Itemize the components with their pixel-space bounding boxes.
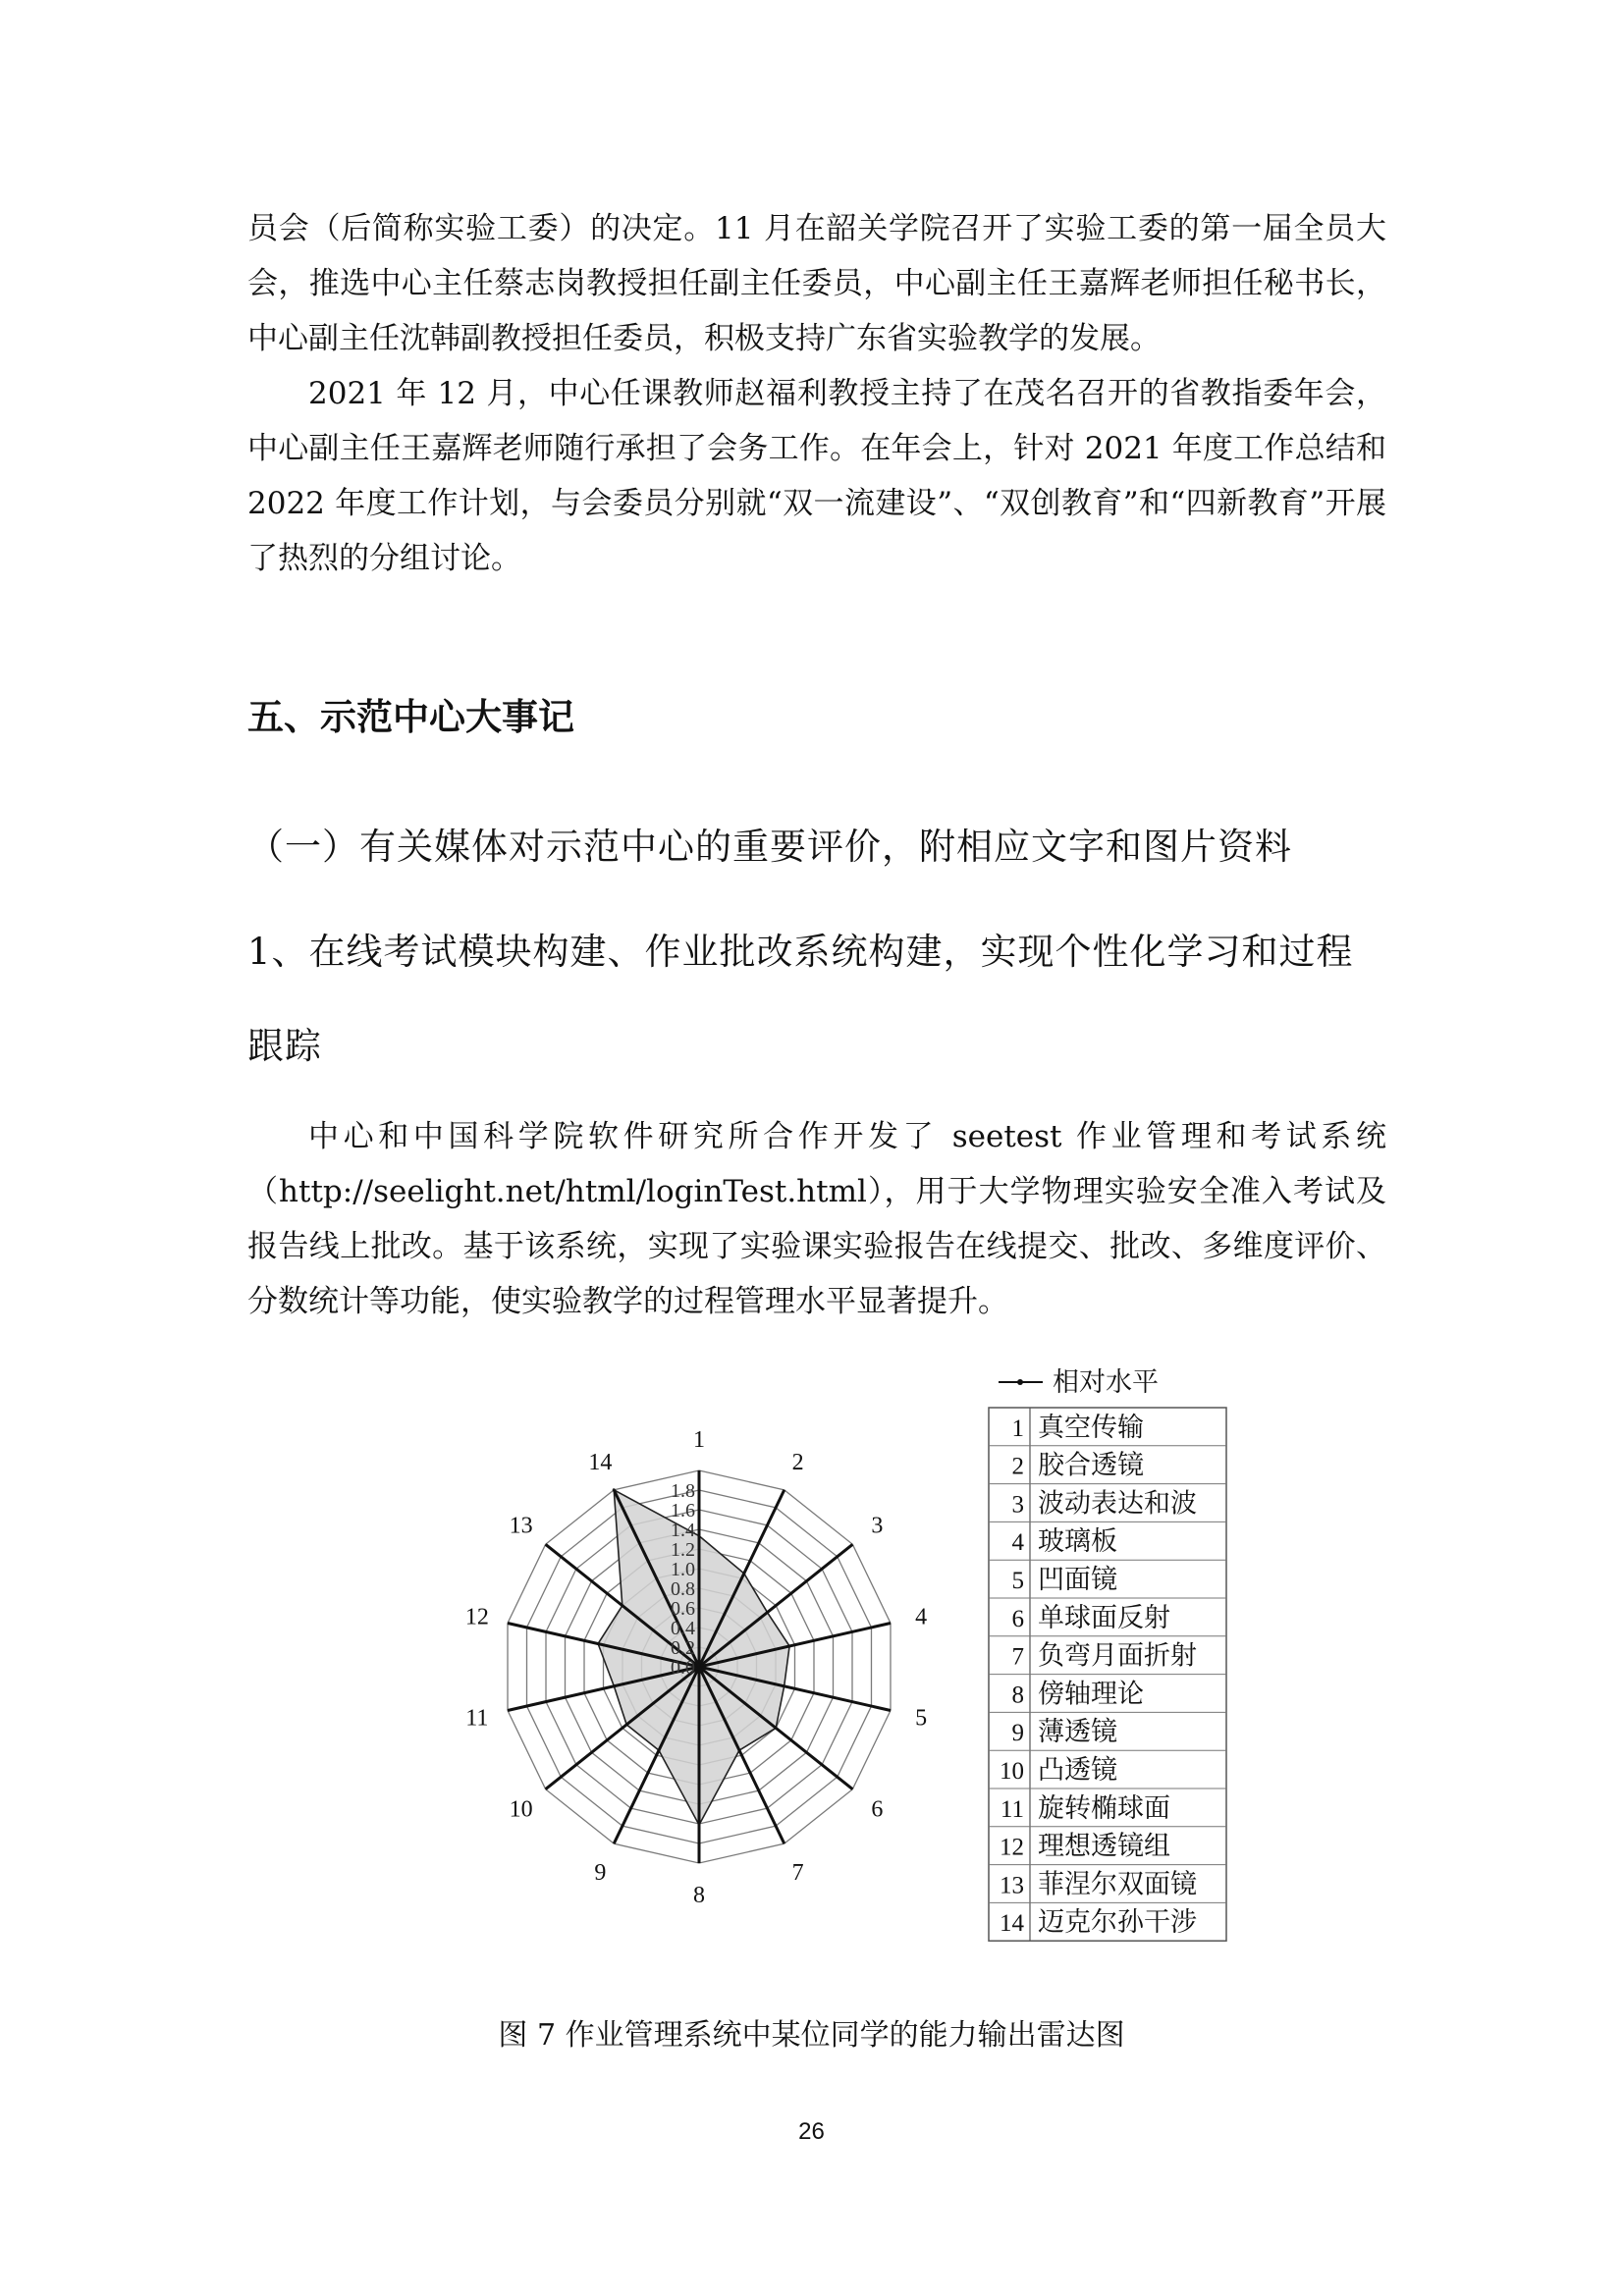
legend-row-number: 9 bbox=[1011, 1720, 1024, 1747]
radar-axis-label: 4 bbox=[915, 1604, 928, 1630]
legend-row-name: 菲涅尔双面镜 bbox=[1038, 1869, 1197, 1899]
radar-axis-label: 3 bbox=[871, 1513, 884, 1539]
radar-axis-label: 14 bbox=[588, 1449, 613, 1475]
radar-axis-label: 2 bbox=[791, 1449, 804, 1475]
system-url-link[interactable]: http://seelight.net/html/loginTest.html bbox=[279, 1174, 867, 1209]
radar-axis-label: 6 bbox=[871, 1796, 884, 1823]
legend-row-number: 7 bbox=[1011, 1643, 1024, 1671]
section-heading: 五、示范中心大事记 bbox=[247, 696, 574, 738]
legend-row-name: 玻璃板 bbox=[1038, 1526, 1117, 1557]
radar-axis-label: 8 bbox=[693, 1883, 705, 1908]
legend-row-name: 真空传输 bbox=[1038, 1412, 1144, 1442]
radar-axis-label: 5 bbox=[915, 1705, 928, 1732]
paragraph-3 bbox=[247, 1109, 1386, 1329]
legend-row-number: 1 bbox=[1011, 1415, 1024, 1442]
legend-row-number: 2 bbox=[1011, 1453, 1024, 1480]
radar-axis-label: 7 bbox=[791, 1860, 804, 1887]
item-heading: 1、在线考试模块构建、作业批改系统构建，实现个性化学习和过程跟踪 bbox=[247, 931, 1354, 1067]
radar-tick-label: 1.6 bbox=[671, 1500, 695, 1522]
legend-row-name: 凹面镜 bbox=[1038, 1565, 1117, 1594]
paragraph-3-text-a: 中心和中国科学院软件研究所合作开发了 seetest 作业管理和考试系统（ bbox=[247, 1119, 1386, 1209]
radar-axis-label: 10 bbox=[509, 1796, 533, 1823]
paragraph-1: 员会（后简称实验工委）的决定。11 月在韶关学院召开了实验工委的第一届全员大会，推选中心主任蔡志岗教授担任副主任委员，中心副主任王嘉辉老师担任秘书长，中心副主任沈韩副教授担任委员，积极支持广东省实验教学的发展。 bbox=[247, 211, 1386, 356]
radar-tick-label: 0.2 bbox=[671, 1637, 695, 1659]
legend-row-name: 胶合透镜 bbox=[1038, 1450, 1144, 1480]
radar-tick-label: 1.4 bbox=[671, 1520, 695, 1541]
paragraph-2: 2021 年 12 月，中心任课教师赵福利教授主持了在茂名召开的省教指委年会，中心副主任王嘉辉老师随行承担了会务工作。在年会上，针对 2021 年度工作总结和 2022 年度工作计划，与会委员分别就“双一流建设”、“双创教育”和“四新教育”开展了热烈的分组讨论。 bbox=[247, 376, 1386, 576]
radar-legend bbox=[989, 1367, 1226, 1941]
legend-row-number: 11 bbox=[1000, 1795, 1024, 1823]
radar-tick-label: 1.0 bbox=[671, 1559, 695, 1580]
subsection-heading: （一）有关媒体对示范中心的重要评价，附相应文字和图片资料 bbox=[247, 826, 1292, 868]
radar-tick-label: 1.2 bbox=[671, 1539, 695, 1561]
radar-tick-label: 1.8 bbox=[671, 1480, 695, 1502]
figure-caption: 图 7 作业管理系统中某位同学的能力输出雷达图 bbox=[498, 2018, 1125, 2053]
legend-row-number: 5 bbox=[1011, 1568, 1024, 1594]
page-number: 26 bbox=[798, 2118, 825, 2145]
radar-axis-label: 1 bbox=[693, 1427, 705, 1453]
legend-row-number: 13 bbox=[1000, 1872, 1024, 1899]
legend-row-number: 12 bbox=[1000, 1834, 1024, 1861]
legend-row-name: 薄透镜 bbox=[1038, 1717, 1117, 1747]
radar-axis-label: 11 bbox=[465, 1705, 489, 1732]
legend-row-name: 傍轴理论 bbox=[1038, 1679, 1144, 1709]
radar-axis-label: 13 bbox=[509, 1513, 533, 1539]
radar-tick-label: 0.8 bbox=[671, 1578, 695, 1600]
legend-row-number: 10 bbox=[1000, 1758, 1024, 1785]
legend-row-name: 负弯月面折射 bbox=[1038, 1640, 1197, 1671]
radar-tick-label: 0.0 bbox=[671, 1657, 695, 1679]
radar-axis-label: 9 bbox=[594, 1860, 607, 1887]
legend-row-name: 单球面反射 bbox=[1038, 1602, 1170, 1632]
legend-row-name: 凸透镜 bbox=[1038, 1755, 1117, 1785]
legend-series-label: 相对水平 bbox=[1053, 1367, 1159, 1397]
radar-tick-label: 0.4 bbox=[671, 1618, 695, 1639]
legend-row-name: 理想透镜组 bbox=[1038, 1831, 1170, 1861]
legend-row-number: 8 bbox=[1011, 1682, 1024, 1709]
legend-row-number: 6 bbox=[1011, 1605, 1024, 1632]
radar-axis-label: 12 bbox=[464, 1604, 489, 1630]
legend-row-number: 3 bbox=[1011, 1491, 1024, 1519]
legend-row-number: 14 bbox=[1000, 1910, 1024, 1938]
paragraph-3-text-b: ），用于大学物理实验安全准入考试及报告线上批改。基于该系统，实现了实验课实验报告在线提交、批改、多维度评价、分数统计等功能，使实验教学的过程管理水平显著提升。 bbox=[247, 1174, 1387, 1319]
radar-tick-labels bbox=[671, 1480, 695, 1679]
legend-marker bbox=[1017, 1379, 1023, 1385]
legend-row-name: 波动表达和波 bbox=[1038, 1488, 1197, 1519]
radar-chart-figure bbox=[0, 1364, 1623, 1973]
radar-tick-label: 0.6 bbox=[671, 1598, 695, 1620]
legend-row-number: 4 bbox=[1011, 1529, 1024, 1557]
legend-row-name: 迈克尔孙干涉 bbox=[1038, 1907, 1197, 1938]
legend-row-name: 旋转椭球面 bbox=[1038, 1792, 1170, 1823]
